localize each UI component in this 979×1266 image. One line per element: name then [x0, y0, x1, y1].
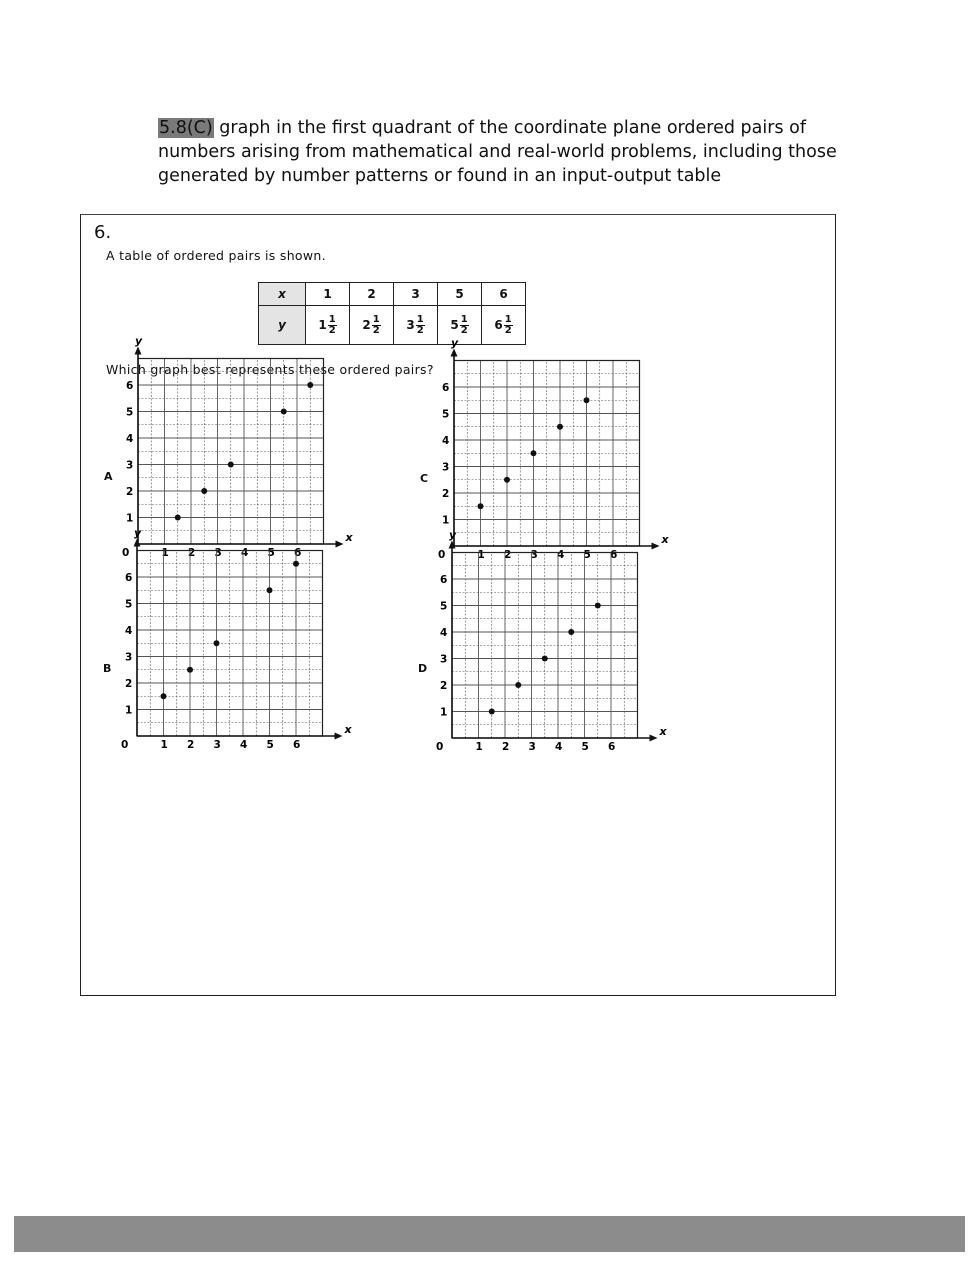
standard-description [158, 116, 838, 188]
question-ask: Which graph best represents these ordered pairs? [106, 362, 434, 377]
y-value: 2 $\frac{1}{2}$ [350, 306, 394, 345]
question-number: 6. [94, 222, 112, 243]
x-axis-label: x [661, 533, 669, 546]
x-tick-label: 4 [241, 547, 249, 559]
y-value: 5 $\frac{1}{2}$ [438, 306, 482, 345]
y-header: y [259, 306, 306, 345]
x-tick-label: 4 [555, 741, 563, 753]
y-tick-label: 2 [125, 678, 133, 690]
y-tick-label: 4 [126, 433, 134, 445]
data-point [267, 587, 273, 593]
data-point [293, 561, 299, 567]
origin-label: 0 [122, 547, 130, 559]
x-tick-label: 1 [160, 739, 168, 751]
x-tick-label: 1 [475, 741, 483, 753]
data-point [531, 450, 537, 456]
y-tick-label: 6 [440, 574, 448, 586]
option-label-a[interactable]: A [104, 470, 113, 483]
option-label-d[interactable]: D [418, 662, 428, 675]
y-tick-label: 6 [125, 572, 133, 584]
y-tick-label: 1 [126, 512, 134, 525]
origin-label: 0 [436, 741, 444, 753]
x-value: 6 [482, 283, 526, 306]
x-tick-label: 1 [161, 547, 169, 559]
y-tick-label: 6 [126, 380, 134, 392]
data-point [175, 515, 181, 521]
data-point [542, 656, 548, 662]
y-tick-label: 2 [442, 488, 450, 500]
y-tick-label: 1 [125, 704, 133, 717]
y-tick-label: 5 [440, 600, 448, 613]
graph-option-d[interactable] [426, 528, 667, 765]
y-axis-label: y [135, 334, 143, 348]
table-row-x [259, 283, 526, 306]
data-point [568, 629, 574, 635]
x-tick-label: 6 [293, 739, 301, 751]
coordinate-grid [111, 526, 352, 763]
data-point [478, 503, 484, 509]
coordinate-grid [428, 336, 669, 573]
x-axis-label: x [345, 531, 353, 544]
data-point [281, 409, 287, 415]
x-tick-label: 6 [608, 741, 616, 753]
x-value: 2 [350, 283, 394, 306]
question-prompt: A table of ordered pairs is shown. [106, 248, 326, 263]
option-label-b[interactable]: B [103, 662, 112, 675]
data-point [584, 397, 590, 403]
data-point [515, 682, 521, 688]
x-tick-label: 6 [610, 549, 618, 561]
y-tick-label: 5 [442, 408, 450, 421]
y-tick-label: 4 [125, 625, 133, 637]
data-point [228, 462, 234, 468]
y-tick-label: 3 [126, 459, 134, 472]
y-tick-label: 1 [442, 514, 450, 527]
x-tick-label: 6 [294, 547, 302, 559]
x-tick-label: 2 [187, 739, 195, 751]
x-tick-label: 2 [504, 549, 512, 561]
origin-label: 0 [438, 549, 446, 561]
x-value: 1 [306, 283, 350, 306]
x-tick-label: 5 [267, 547, 275, 559]
data-point [557, 424, 563, 430]
y-tick-label: 6 [442, 382, 450, 394]
graph-option-c[interactable] [428, 336, 669, 573]
option-label-c[interactable]: C [420, 472, 429, 485]
x-tick-label: 5 [583, 549, 591, 561]
y-value: 6 $\frac{1}{2}$ [482, 306, 526, 345]
ordered-pairs-table [258, 282, 526, 345]
y-value: 3 $\frac{1}{2}$ [394, 306, 438, 345]
data-point [187, 667, 193, 673]
x-tick-label: 4 [557, 549, 565, 561]
y-tick-label: 5 [126, 406, 134, 419]
x-tick-label: 3 [530, 549, 538, 561]
y-axis-label: y [451, 336, 459, 350]
x-tick-label: 4 [240, 739, 248, 751]
x-value: 3 [394, 283, 438, 306]
x-tick-label: 3 [528, 741, 536, 753]
y-tick-label: 2 [440, 680, 448, 692]
scan-footer-bar [14, 1216, 965, 1252]
data-point [307, 382, 313, 388]
coordinate-grid [426, 528, 667, 765]
graph-option-b[interactable] [111, 526, 352, 763]
origin-label: 0 [121, 739, 129, 751]
x-tick-label: 2 [188, 547, 196, 559]
data-point [161, 693, 167, 699]
standard-code: 5.8(C) [159, 118, 213, 138]
x-tick-label: 5 [266, 739, 274, 751]
x-header: x [259, 283, 306, 306]
y-tick-label: 4 [442, 435, 450, 447]
y-axis-label: y [449, 528, 457, 542]
x-axis-label: x [344, 723, 352, 736]
y-value: 1 $\frac{1}{2}$ [306, 306, 350, 345]
y-axis-label: y [134, 526, 142, 540]
x-tick-label: 5 [581, 741, 589, 753]
y-tick-label: 5 [125, 598, 133, 611]
data-point [489, 709, 495, 715]
x-axis-label: x [659, 725, 667, 738]
x-value: 5 [438, 283, 482, 306]
data-point [595, 603, 601, 609]
y-tick-label: 3 [442, 461, 450, 474]
y-tick-label: 1 [440, 706, 448, 719]
x-tick-label: 1 [477, 549, 485, 561]
x-tick-label: 3 [213, 739, 221, 751]
x-tick-label: 2 [502, 741, 510, 753]
table-row-y [259, 306, 526, 345]
data-point [201, 488, 207, 494]
x-tick-label: 3 [214, 547, 222, 559]
standard-text: graph in the first quadrant of the coordinate plane ordered pairs of numbers arising from mathematical and real-world problems, including those generated by number patterns or found in an input-output table [158, 118, 837, 186]
data-point [214, 640, 220, 646]
y-tick-label: 4 [440, 627, 448, 639]
data-point [504, 477, 510, 483]
y-tick-label: 3 [125, 651, 133, 664]
y-tick-label: 2 [126, 486, 134, 498]
y-tick-label: 3 [440, 653, 448, 666]
